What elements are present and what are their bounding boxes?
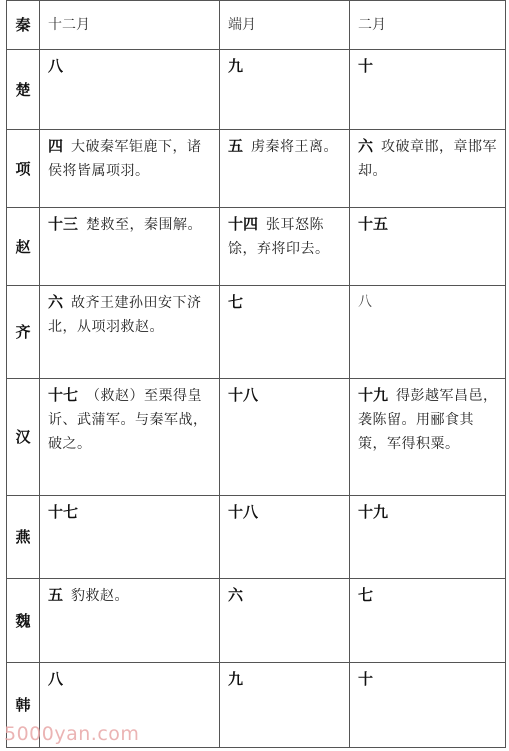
year-number: 十 [358, 670, 374, 688]
table-row [7, 286, 506, 379]
year-number: 八 [48, 57, 64, 75]
table-cell [40, 379, 220, 496]
year-number: 六 [228, 586, 244, 604]
state-label-qin: 秦 [7, 1, 40, 50]
table-cell [40, 286, 220, 379]
table-cell [220, 50, 350, 130]
event-text: 虏秦将王离。 [251, 139, 339, 155]
table-cell [40, 496, 220, 579]
event-text: 楚救至，秦围解。 [86, 217, 203, 233]
table-cell [220, 496, 350, 579]
table-cell [220, 208, 350, 286]
month-header: 端月 [220, 1, 350, 50]
event-text: 豹救赵。 [71, 588, 130, 604]
year-number: 十七 [48, 503, 79, 521]
year-number: 八 [358, 294, 372, 310]
site-watermark: 5000yan.com [4, 723, 140, 745]
table-cell [350, 579, 506, 663]
table-cell [40, 208, 220, 286]
event-text: 张耳怒陈馀，弃将印去。 [228, 217, 330, 257]
year-number: 九 [228, 57, 244, 75]
header-row [7, 1, 506, 50]
event-text: （救赵）至栗得皇䜣、武蒲军。与秦军战，破之。 [48, 388, 208, 452]
state-label-wei: 魏 [7, 579, 40, 663]
table-row [7, 208, 506, 286]
table-cell [40, 130, 220, 208]
year-number: 四 [48, 137, 64, 155]
year-number: 六 [48, 293, 64, 311]
state-label-hanguo: 韩 [7, 663, 40, 748]
chronological-table [6, 0, 506, 748]
event-text: 故齐王建孙田安下济北，从项羽救赵。 [48, 295, 202, 335]
year-number: 七 [228, 293, 244, 311]
year-number: 十九 [358, 386, 389, 404]
event-text: 得彭越军昌邑，袭陈留。用郦食其策，军得积粟。 [358, 388, 498, 452]
table-cell [350, 50, 506, 130]
year-number: 十八 [228, 503, 259, 521]
year-number: 十三 [48, 215, 79, 233]
year-number: 十四 [228, 215, 259, 233]
table-cell [220, 663, 350, 748]
table-cell [40, 579, 220, 663]
table-row [7, 579, 506, 663]
table-cell [350, 208, 506, 286]
table-cell [220, 286, 350, 379]
table-cell [350, 130, 506, 208]
table-cell [350, 286, 506, 379]
year-number: 十八 [228, 386, 259, 404]
table-cell [220, 379, 350, 496]
year-number: 七 [358, 586, 374, 604]
table-cell [350, 379, 506, 496]
state-label-qi: 齐 [7, 286, 40, 379]
table-row [7, 50, 506, 130]
table-cell [220, 130, 350, 208]
table-cell [40, 50, 220, 130]
year-number: 五 [228, 137, 244, 155]
month-header: 十二月 [40, 1, 220, 50]
year-number: 十九 [358, 503, 389, 521]
table-cell [350, 663, 506, 748]
event-text: 攻破章邯，章邯军却。 [358, 139, 498, 179]
year-number: 十 [358, 57, 374, 75]
table-row [7, 130, 506, 208]
state-label-yan: 燕 [7, 496, 40, 579]
table-cell [220, 579, 350, 663]
month-header: 二月 [350, 1, 506, 50]
state-label-chu: 楚 [7, 50, 40, 130]
year-number: 十五 [358, 215, 389, 233]
table-cell [350, 496, 506, 579]
table-row [7, 496, 506, 579]
year-number: 八 [48, 670, 64, 688]
state-label-han: 汉 [7, 379, 40, 496]
year-number: 五 [48, 586, 64, 604]
state-label-xiang: 项 [7, 130, 40, 208]
table-row [7, 379, 506, 496]
year-number: 六 [358, 137, 374, 155]
state-label-zhao: 赵 [7, 208, 40, 286]
event-text: 大破秦军钜鹿下，诸侯将皆属项羽。 [48, 139, 202, 179]
year-number: 十七 [48, 386, 79, 404]
year-number: 九 [228, 670, 244, 688]
